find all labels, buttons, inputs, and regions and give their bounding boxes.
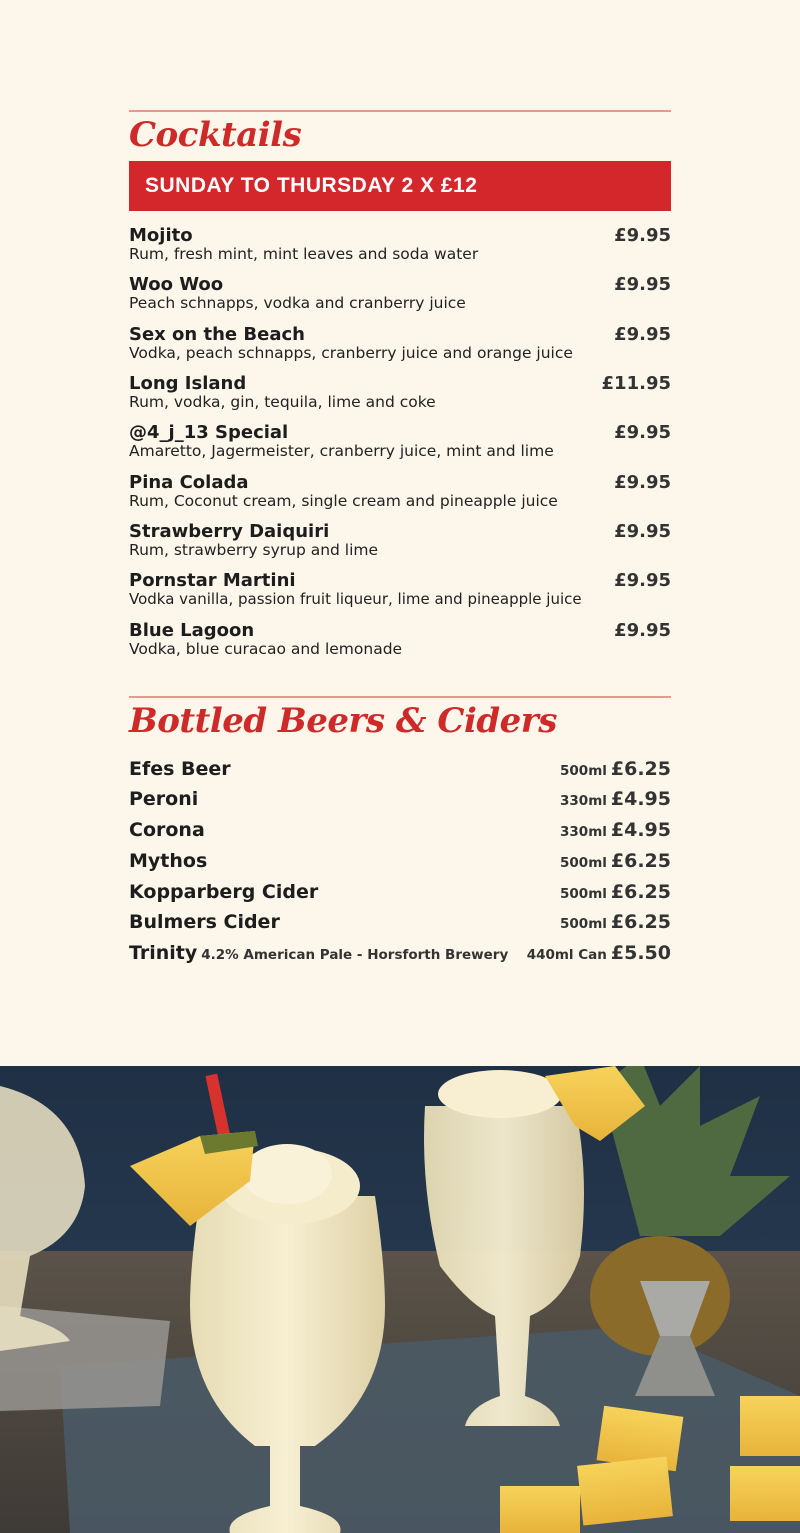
beer-name: Efes Beer — [129, 758, 231, 780]
cocktail-name: Pornstar Martini — [129, 570, 296, 591]
beers-heading: Bottled Beers & Ciders — [129, 701, 557, 741]
divider — [129, 110, 671, 112]
cocktail-price: £9.95 — [614, 225, 671, 246]
cocktail-price: £11.95 — [601, 373, 671, 394]
cocktail-description: Vodka vanilla, passion fruit liqueur, lime and pineapple juice — [129, 590, 582, 608]
cocktail-name: Mojito — [129, 225, 193, 246]
beer-price: £6.25 — [610, 881, 671, 903]
beer-size: 500ml — [560, 763, 607, 779]
beer-name-block — [129, 880, 318, 904]
beer-size: 500ml — [560, 855, 607, 871]
beer-name: Peroni — [129, 788, 199, 810]
beer-size: 330ml — [560, 824, 607, 840]
divider — [129, 696, 671, 698]
cocktails-heading: Cocktails — [129, 115, 302, 155]
beer-item — [129, 818, 671, 844]
beer-price-block — [560, 910, 671, 936]
cocktail-description: Vodka, blue curacao and lemonade — [129, 640, 403, 658]
beer-subtitle: 4.2% American Pale - Horsforth Brewery — [201, 947, 509, 963]
beer-name-block — [129, 941, 508, 967]
cocktail-description: Rum, vodka, gin, tequila, lime and coke — [129, 393, 436, 411]
beer-name-block — [129, 787, 198, 811]
cocktail-item — [129, 620, 671, 666]
cocktail-name: Long Island — [129, 373, 247, 394]
beer-name: Kopparberg Cider — [129, 881, 319, 903]
cocktail-name: Blue Lagoon — [129, 620, 255, 641]
cocktail-item — [129, 225, 671, 271]
cocktail-name: @4_j_13 Special — [129, 422, 289, 443]
pina-colada-photo — [0, 1066, 800, 1533]
beer-price-block — [560, 880, 671, 906]
cocktail-price: £9.95 — [614, 472, 671, 493]
beer-price: £6.25 — [610, 911, 671, 933]
beer-price: £6.25 — [610, 850, 671, 872]
beer-price: £4.95 — [610, 788, 671, 810]
cocktail-price: £9.95 — [614, 570, 671, 591]
beer-price-block — [527, 941, 671, 967]
beer-price: £4.95 — [610, 819, 671, 841]
beer-price: £5.50 — [610, 942, 671, 964]
cocktail-price: £9.95 — [614, 422, 671, 443]
cocktail-description: Rum, strawberry syrup and lime — [129, 541, 379, 559]
cocktail-item — [129, 521, 671, 567]
cocktail-price: £9.95 — [614, 620, 671, 641]
cocktail-name: Woo Woo — [129, 274, 224, 295]
beer-item — [129, 787, 671, 813]
cocktail-item — [129, 274, 671, 320]
cocktail-item — [129, 373, 671, 419]
cocktail-price: £9.95 — [614, 324, 671, 345]
beer-price-block — [560, 787, 671, 813]
beer-item — [129, 880, 671, 906]
cocktail-price: £9.95 — [614, 274, 671, 295]
cocktail-description: Peach schnapps, vodka and cranberry juice — [129, 294, 466, 312]
cocktail-name: Strawberry Daiquiri — [129, 521, 330, 542]
cocktail-item — [129, 324, 671, 370]
beer-item — [129, 941, 671, 967]
beer-size: 500ml — [560, 916, 607, 932]
beer-name: Bulmers Cider — [129, 911, 280, 933]
cocktail-price: £9.95 — [614, 521, 671, 542]
beer-price: £6.25 — [610, 758, 671, 780]
beer-name: Corona — [129, 819, 205, 841]
beer-size: 330ml — [560, 793, 607, 809]
beer-item — [129, 849, 671, 875]
beer-name-block — [129, 910, 280, 934]
cocktail-item — [129, 472, 671, 518]
cocktail-item — [129, 570, 671, 616]
cocktail-name: Sex on the Beach — [129, 324, 305, 345]
beer-price-block — [560, 757, 671, 783]
cocktail-description: Amaretto, Jagermeister, cranberry juice, mint and lime — [129, 442, 554, 460]
cocktail-description: Rum, fresh mint, mint leaves and soda water — [129, 245, 479, 263]
beer-name-block — [129, 818, 205, 842]
beer-name: Mythos — [129, 850, 208, 872]
beer-item — [129, 757, 671, 783]
cocktail-description: Vodka, peach schnapps, cranberry juice and orange juice — [129, 344, 573, 362]
offer-banner: SUNDAY TO THURSDAY 2 X £12 — [129, 161, 671, 211]
cocktail-item — [129, 422, 671, 468]
beer-name-block — [129, 757, 231, 781]
beer-size: 500ml — [560, 886, 607, 902]
beer-name-block — [129, 849, 207, 873]
beer-name: Trinity — [129, 942, 198, 964]
beer-size: 440ml Can — [526, 947, 607, 963]
cocktail-description: Rum, Coconut cream, single cream and pineapple juice — [129, 492, 558, 510]
beer-item — [129, 910, 671, 936]
beer-price-block — [560, 849, 671, 875]
beer-price-block — [560, 818, 671, 844]
cocktail-name: Pina Colada — [129, 472, 249, 493]
